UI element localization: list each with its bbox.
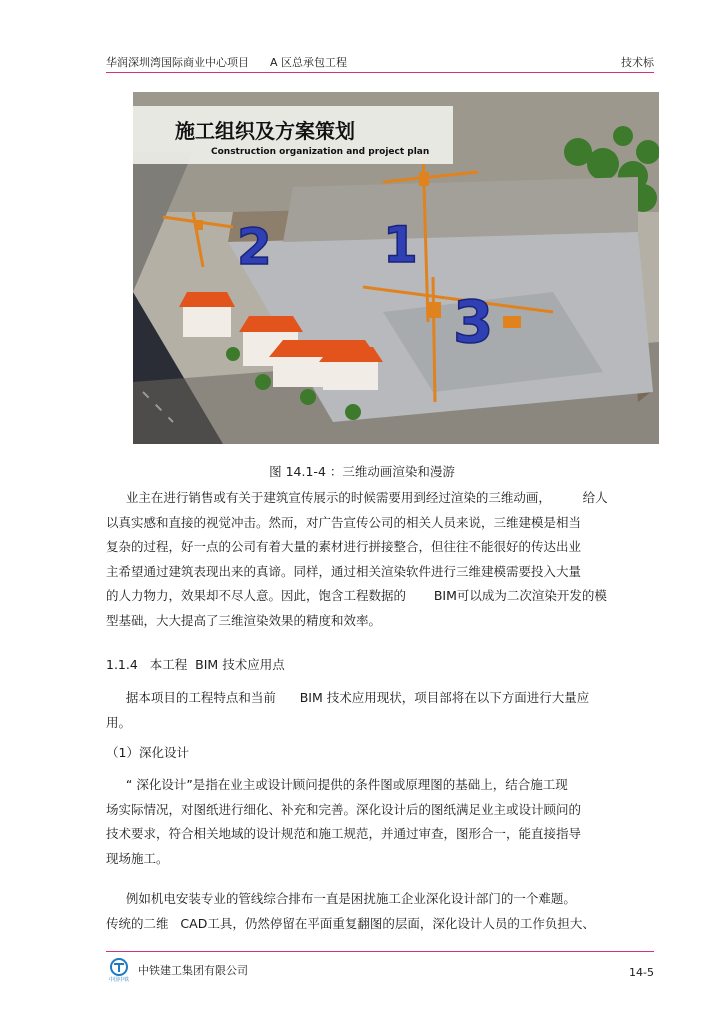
- header-rule: [106, 72, 654, 73]
- paragraph-application: [106, 686, 662, 735]
- rendering-illustration: [133, 92, 659, 444]
- header-project-title: 华润深圳湾国际商业中心项目 A 区总承包工程: [106, 56, 347, 69]
- text-line: 主希望通过建筑表现出来的真谛。同样，通过相关渲染软件进行三维建模需要投入大量: [106, 563, 582, 579]
- page-header: [106, 52, 654, 72]
- text-line: “ 深化设计”是指在业主或设计顾问提供的条件图或原理图的基础上，结合施工现: [106, 777, 568, 792]
- text-line: 现场施工。: [106, 850, 169, 866]
- marker-1: 1: [383, 216, 418, 274]
- logo-text: 中国中铁: [108, 977, 130, 982]
- company-logo-icon: [108, 958, 130, 982]
- text-line: 传统的二维 CAD工具，仍然停留在平面重复翻图的层面，深化设计人员的工作负担大、: [106, 915, 595, 931]
- text-line: 业主在进行销售或有关于建筑宣传展示的时候需要用到经过渲染的三维动画， 给人: [106, 490, 608, 505]
- paragraph-deepening-design: [106, 773, 662, 871]
- banner-subtitle: Construction organization and project plan: [211, 147, 430, 157]
- sub-heading-text: （1）深化设计: [106, 745, 189, 760]
- section-heading-text: 1.1.4 本工程 BIM 技术应用点: [106, 657, 285, 672]
- section-heading: [106, 653, 662, 678]
- paragraph-rendering: [106, 486, 662, 633]
- text-line: 以真实感和直接的视觉冲击。然而，对广告宣传公司的相关人员来说，三维建模是相当: [106, 514, 582, 530]
- text-line: 的人力物力，效果却不尽人意。因此，饱含工程数据的 BIM可以成为二次渲染开发的模: [106, 588, 607, 603]
- page-number: 14-5: [629, 966, 654, 979]
- text-line: 场实际情况，对图纸进行细化、补充和完善。深化设计后的图纸满足业主或设计顾问的: [106, 801, 582, 817]
- header-doc-type: 技术标: [621, 56, 654, 69]
- banner-title: 施工组织及方案策划: [175, 119, 355, 143]
- text-line: 例如机电安装专业的管线综合排布一直是困扰施工企业深化设计部门的一个难题。: [106, 891, 576, 906]
- text-line: 复杂的过程，好一点的公司有着大量的素材进行拼接整合，但往往不能很好的传达出业: [106, 539, 582, 554]
- marker-2: 2: [237, 218, 272, 276]
- text-line: 型基础，大大提高了三维渲染效果的精度和效率。: [106, 612, 382, 628]
- text-line: 技术要求，符合相关地域的设计规范和施工规范，并通过审查，图形合一，能直接指导: [106, 826, 582, 841]
- marker-3: 3: [453, 288, 494, 356]
- figure-caption: 图 14.1-4 ：三维动画渲染和漫游: [269, 464, 455, 479]
- paragraph-mep-example: [106, 887, 662, 936]
- text-line: 据本项目的工程特点和当前 BIM 技术应用现状，项目部将在以下方面进行大量应: [106, 690, 590, 705]
- sub-heading: [106, 741, 662, 766]
- text-line: 用。: [106, 714, 132, 730]
- footer-rule: [106, 951, 654, 952]
- footer-company: 中铁建工集团有限公司: [138, 964, 248, 977]
- page-footer: [106, 958, 654, 982]
- construction-rendering-image: [133, 92, 659, 444]
